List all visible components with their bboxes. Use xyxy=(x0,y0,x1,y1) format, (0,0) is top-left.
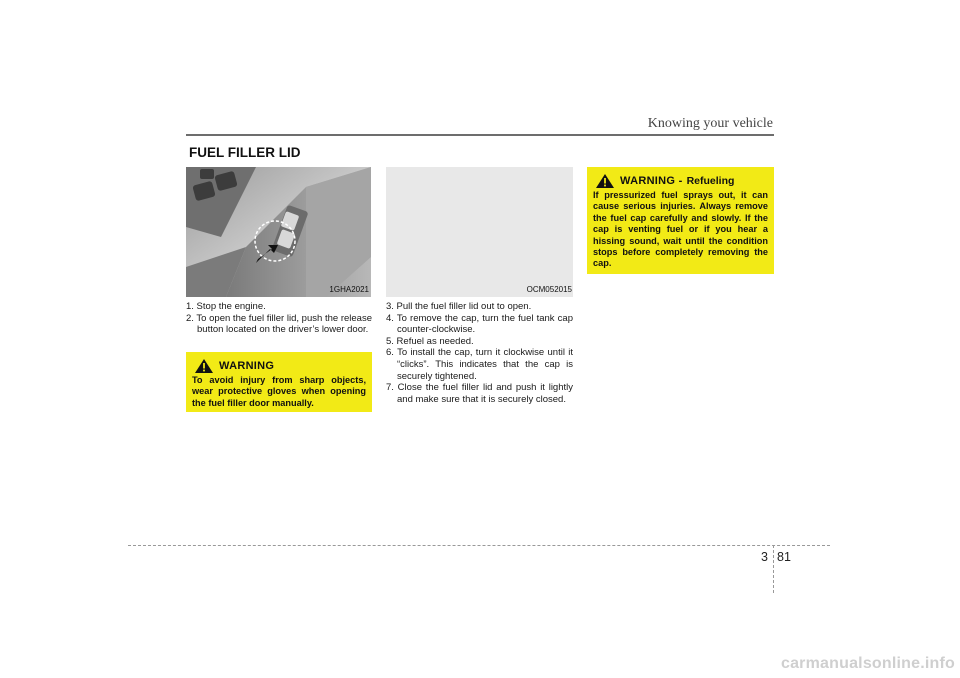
chapter-number: 3 xyxy=(761,550,768,564)
warning-box-gloves xyxy=(186,352,372,412)
step-item: 7. Close the fuel filler lid and push it lightly and make sure that it is securely closed. xyxy=(386,382,573,405)
step-item: 6. To install the cap, turn it clockwise until it “clicks”. This indicates that the cap is securely tightened. xyxy=(386,347,573,382)
warning-subtitle: Refueling xyxy=(686,174,735,187)
warning-triangle-icon xyxy=(596,174,614,188)
step-item: 2. To open the fuel filler lid, push the release button located on the driver’s lower door. xyxy=(186,312,372,336)
warning-title: WARNING xyxy=(219,359,275,372)
step-item: 5. Refuel as needed. xyxy=(386,335,474,347)
warning-triangle-icon xyxy=(195,359,213,373)
warning-title: WARNING - xyxy=(620,174,683,187)
page-number: 81 xyxy=(777,550,791,564)
steps-left xyxy=(186,301,372,336)
step-item: 3. Pull the fuel filler lid out to open. xyxy=(386,301,532,312)
footer-divider xyxy=(773,545,774,593)
step-item: 1. Stop the engine. xyxy=(186,301,266,312)
step-item: 4. To remove the cap, turn the fuel tank cap counter-clockwise. xyxy=(386,312,573,336)
photo-caption: 1GHA2021 xyxy=(329,285,369,294)
watermark: carmanualsonline.info xyxy=(780,655,955,672)
figure-caption: OCM052015 xyxy=(526,285,572,294)
header-title: Knowing your vehicle xyxy=(647,116,773,131)
warning-box-refueling xyxy=(587,167,774,274)
warning-body: To avoid injury from sharp objects, wear protective gloves when opening the fuel filler door manually. xyxy=(192,375,366,408)
figure-placeholder xyxy=(386,167,573,297)
header-rule xyxy=(186,134,774,136)
warning-body: If pressurized fuel sprays out, it can cause serious injuries. Always remove the fuel cap carefully and slowly. If the cap is venting fuel or if you hear a hissing sound, wait until the condition stops before completely removing the cap. xyxy=(593,190,768,269)
footer-rule xyxy=(128,545,830,546)
section-title: FUEL FILLER LID xyxy=(189,145,301,160)
steps-middle xyxy=(386,301,573,405)
door-release-photo xyxy=(186,167,371,297)
